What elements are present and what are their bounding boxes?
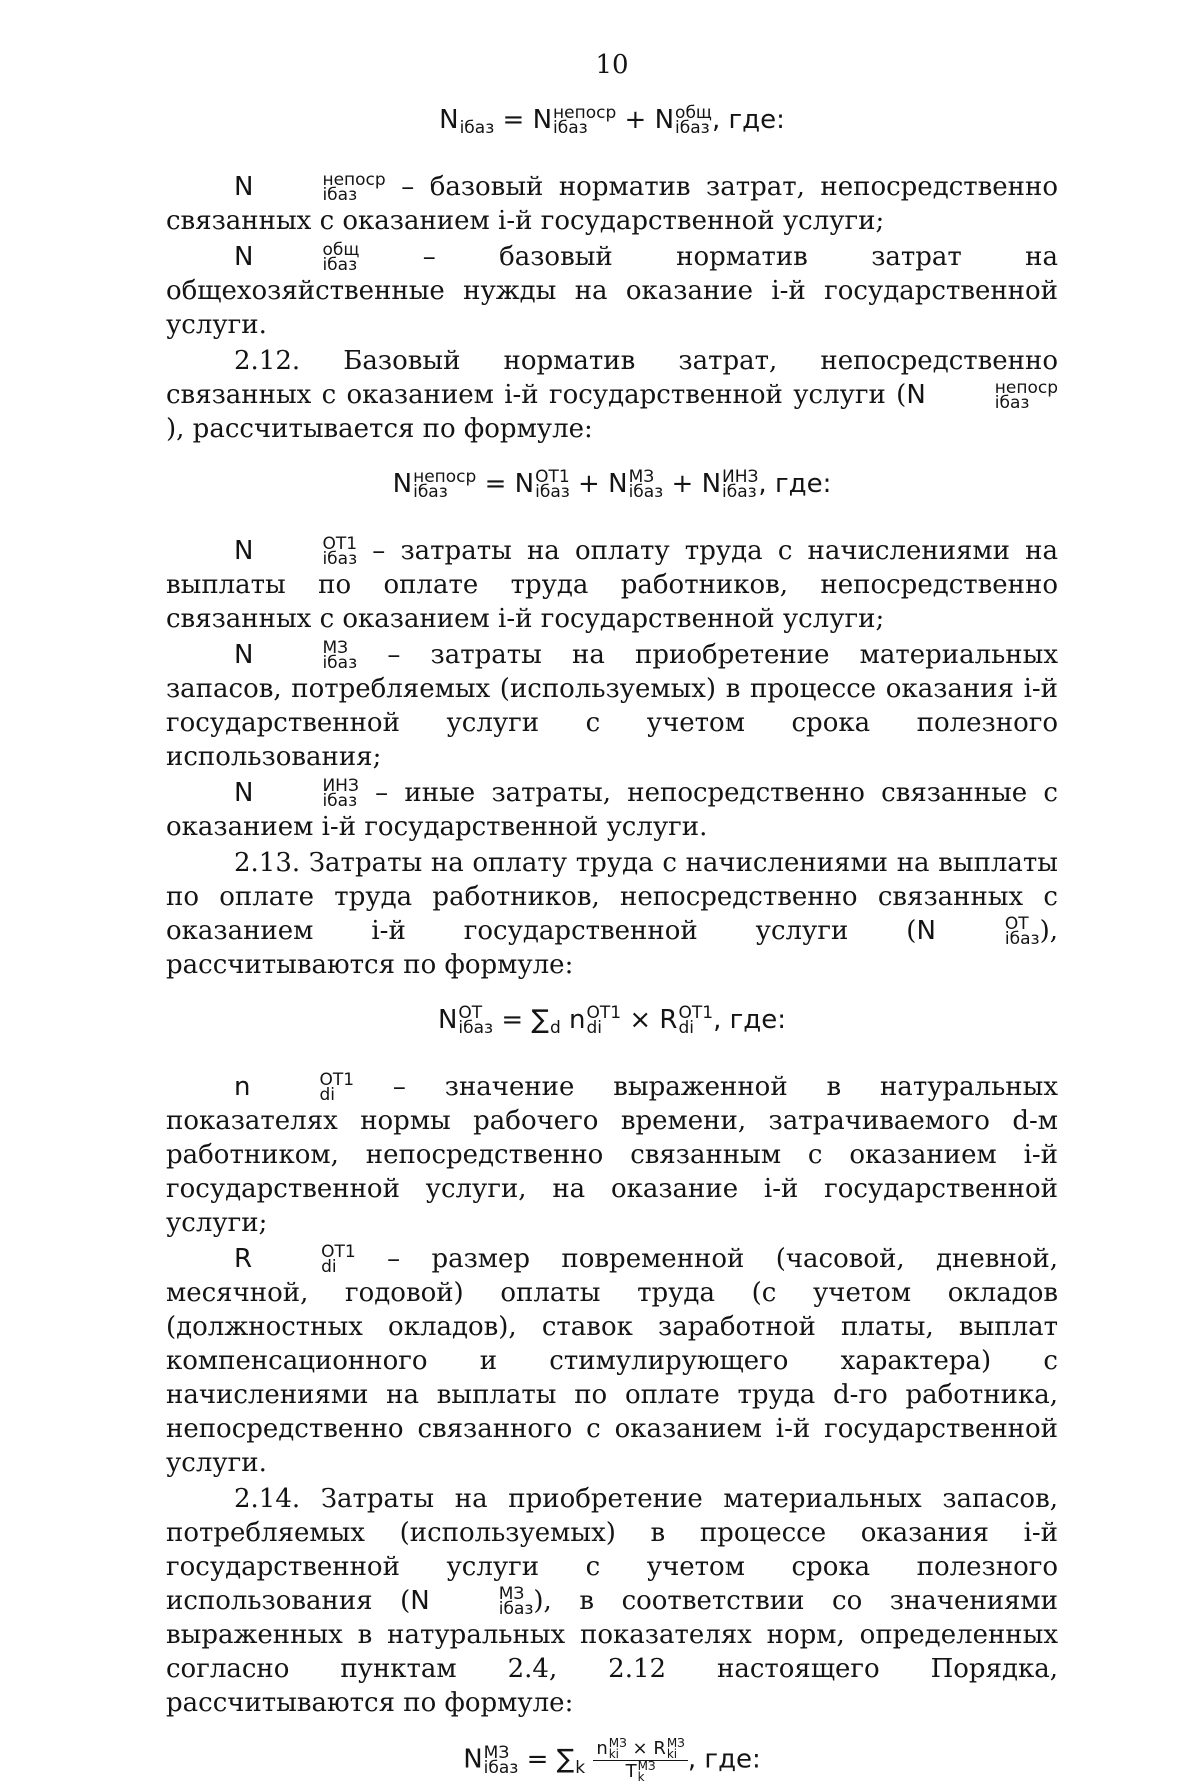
formula-base: N iбаз = N непоср iбаз + N общ iбаз , где: [439,103,785,138]
paragraph-2-12: 2.12. Базовый норматив затрат, непосредственно связанных с оказанием i-й государственной услуги (N непоср iбаз ), рассчитывается по формуле: [166,346,1058,444]
paragraph-2-13: 2.13. Затраты на оплату труда с начислениями на выплаты по оплате труда работников, непосредственно связанных с оказанием i-й государственной услуги (N ОТ iбаз ), рассчитываются по формуле: [166,848,1058,980]
page-number: 10 [595,50,629,80]
definition-mz: N МЗ iбаз – затраты на приобретение материальных запасов, потребляемых (используемых) в процессе оказания i-й государственной услуги с учетом срока полезного использования; [166,638,1058,772]
definition-n-ot1: n ОТ1 di – значение выраженной в натуральных показателях нормы рабочего времени, затрачиваемого d-м работником, непосредственно связанным с оказанием i-й государственной услуги, на оказание i-й государственной услуги; [166,1070,1058,1238]
definition-r-ot1: R ОТ1 di – размер повременной (часовой, дневной, месячной, годовой) оплаты труда (с учетом окладов (должностных окладов), ставок заработной платы, выплат компенсационного и стимулирующего характера) с начислениями на выплаты по оплате труда d-го работника, непосредственно связанного с оказанием i-й государственной услуги. [166,1242,1058,1478]
definition-inz: N ИНЗ iбаз – иные затраты, непосредственно связанные с оказанием i-й государственной услуги. [166,776,1058,842]
formula-materials: N МЗ iбаз = ∑ k n МЗ ki × R МЗ ki T МЗ k , где: [463,1736,761,1784]
definition-ot1: N ОТ1 iбаз – затраты на оплату труда с начислениями на выплаты по оплате труда работников, непосредственно связанных с оказанием i-й государственной услуги; [166,534,1058,634]
definition-general-costs: N общ iбаз – базовый норматив затрат на общехозяйственные нужды на оказание i-й государственной услуги. [166,240,1058,340]
fraction: n МЗ ki × R МЗ ki T МЗ k [593,1738,688,1783]
definition-direct-costs: N непоср iбаз – базовый норматив затрат, непосредственно связанных с оказанием i-й государственной услуги; [166,170,1058,236]
formula-labor: N ОТ iбаз = ∑ d n ОТ1 di × R ОТ1 di , где: [437,1003,787,1038]
formula-direct: N непоср iбаз = N ОТ1 iбаз + N МЗ iбаз + N ИНЗ iбаз , где: [392,467,832,502]
paragraph-2-14: 2.14. Затраты на приобретение материальных запасов, потребляемых (используемых) в процессе оказания i-й государственной услуги с учетом срока полезного использования (N МЗ iбаз ), в соответствии со значениями выраженных в натуральных показателях норм, определенных согласно пунктам 2.4, 2.12 настоящего Порядка, рассчитываются по формуле: [166,1484,1058,1718]
